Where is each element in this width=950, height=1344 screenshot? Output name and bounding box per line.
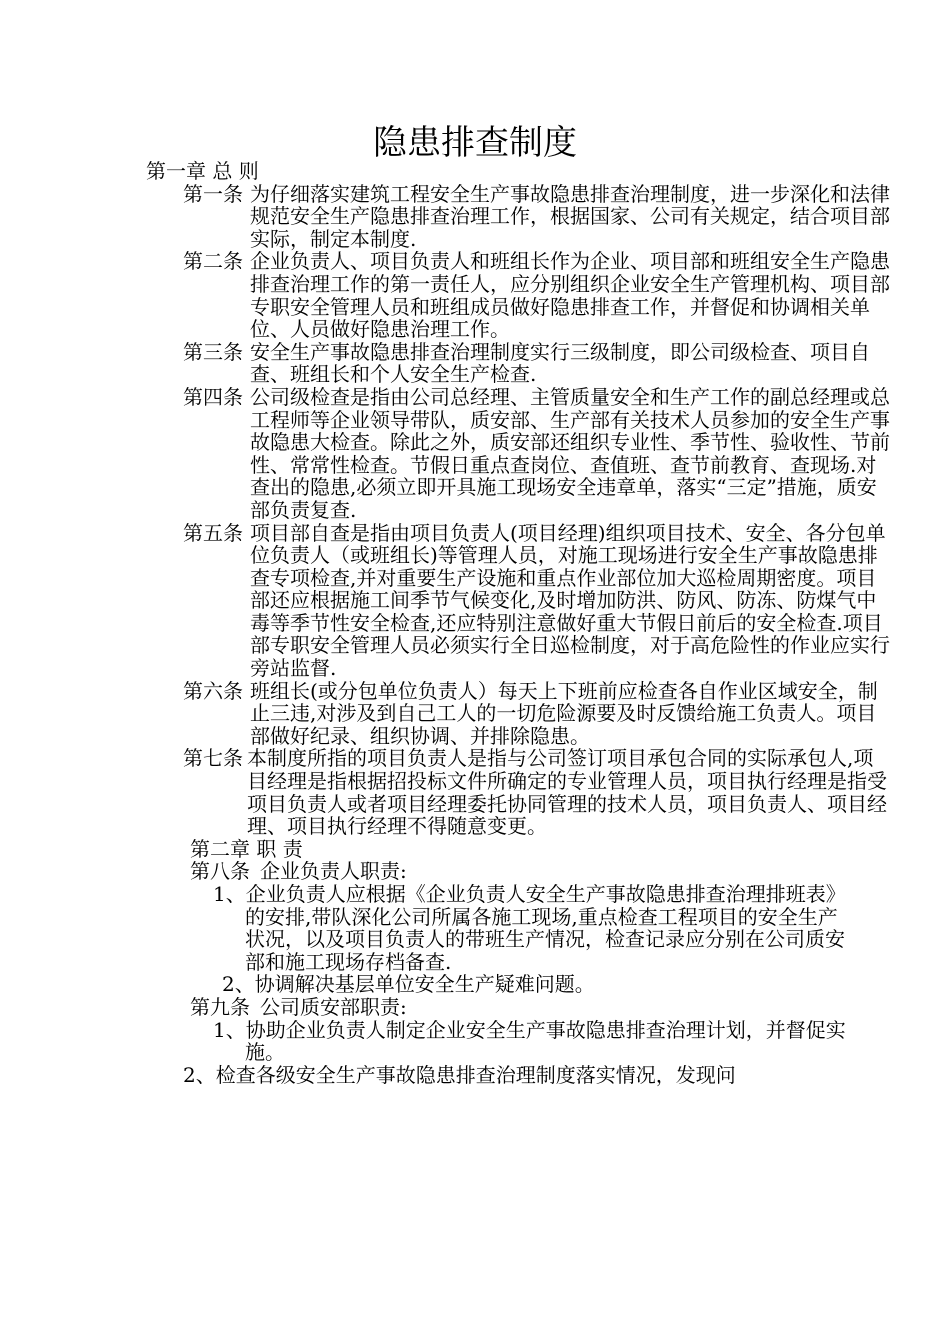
chapter-heading-1: 第一章 总 则 [146,159,259,183]
article-number: 第五条 [183,520,243,545]
article-number: 第六条 [183,678,243,703]
article-number: 第一条 [183,181,243,206]
article-6 [183,680,890,748]
article-7 [183,747,887,837]
list-item: 2、协调解决基层单位安全生产疑难问题。 [222,972,595,997]
list-item: 1、企业负责人应根据《企业负责人安全生产事故隐患排查治理排班表》的安排,带队深化公司所属各施工现场,重点检查工程项目的安全生产状况，以及项目负责人的带班生产情况，检查记录应分别在公司质安部和施工现场存档备查. [213,882,845,974]
article-text: 项目部自查是指由项目负责人(项目经理)组织项目技术、安全、各分包单位负责人（或班组长)等管理人员，对施工现场进行安全生产事故隐患排查专项检查,并对重要生产设施和重点作业部位加大巡检周期密度。项目部还应根据施工间季节气候变化,及时增加防洪、防风、防冻、防煤气中毒等季节性安全检查,还应特别注意做好重大节假日前后的安全检查.项目部专职安全管理人员必须实行全日巡检制度，对于高危险性的作业应实行旁站监督. [250,520,890,681]
article-1 [183,183,890,251]
article-4 [183,386,890,522]
article-text: 企业负责人职责: [260,859,407,884]
article-number: 第九条 [190,994,250,1019]
article-5 [183,522,890,680]
article-number: 第八条 [190,859,250,884]
list-item: 1、协助企业负责人制定企业安全生产事故隐患排查治理计划，并督促实施。 [213,1017,846,1065]
article-text: 公司级检查是指由公司总经理、主管质量安全和生产工作的副总经理或总工程师等企业领导带队，质安部、生产部有关技术人员参加的安全生产事故隐患大检查。除此之外，质安部还组织专业性、季节性、验收性、节前性、常常性检查。节假日重点查岗位、查值班、查节前教育、查现场.对查出的隐患,必须立即开具施工现场安全违章单，落实“三定”措施，质安部负责复查. [250,384,890,522]
article-9 [190,996,830,1019]
article-text: 本制度所指的项目负责人是指与公司签订项目承包合同的实际承包人,项目经理是指根据招投标文件所确定的专业管理人员，项目执行经理是指受项目负责人或者项目经理委托协同管理的技术人员，项目负责人、项目经理、项目执行经理不得随意变更。 [247,746,887,839]
article-text: 公司质安部职责: [260,994,407,1019]
article-3 [183,341,890,386]
article-2 [183,250,890,340]
article-8 [190,860,830,883]
document-title: 隐患排查制度 [373,123,577,163]
article-text: 企业负责人、项目负责人和班组长作为企业、项目部和班组安全生产隐患排查治理工作的第一责任人，应分别组织企业安全生产管理机构、项目部专职安全管理人员和班组成员做好隐患排查工作，并督促和协调相关单位、人员做好隐患治理工作。 [250,249,890,342]
article-number: 第二条 [183,249,243,274]
article-number: 第四条 [183,384,243,409]
article-number: 第三条 [183,339,243,364]
chapter-heading-2: 第二章 职 责 [190,836,303,861]
list-item: 2、检查各级安全生产事故隐患排查治理制度落实情况，发现问 [183,1062,736,1087]
article-text: 为仔细落实建筑工程安全生产事故隐患排查治理制度，进一步深化和法律规范安全生产隐患排查治理工作，根据国家、公司有关规定，结合项目部实际，制定本制度. [250,181,890,251]
document-body [0,160,950,1086]
article-number: 第七条 [183,746,243,771]
article-text: 安全生产事故隐患排查治理制度实行三级制度，即公司级检查、项目自查、班组长和个人安全生产检查. [250,339,870,387]
article-text: 班组长(或分包单位负责人）每天上下班前应检查各自作业区域安全，制止三违,对涉及到自己工人的一切危险源要及时反馈给施工负责人。项目部做好纪录、组织协调、并排除隐患。 [250,678,878,748]
